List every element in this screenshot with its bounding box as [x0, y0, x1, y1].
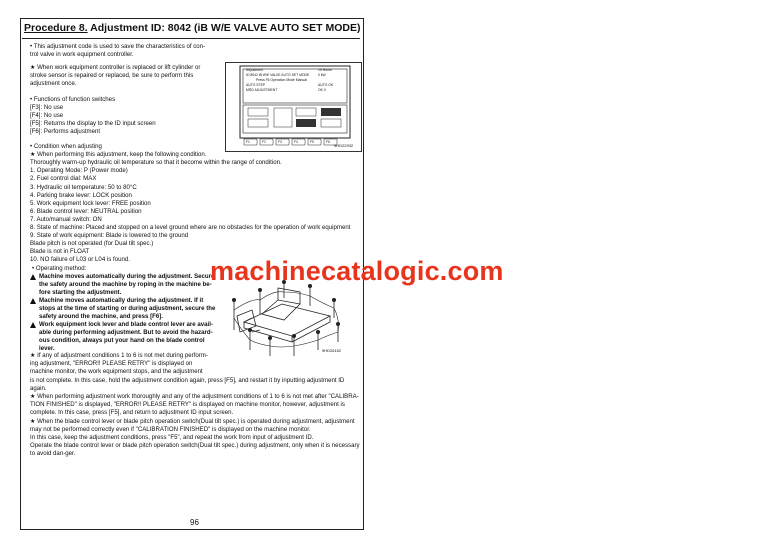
condition-line: Thoroughly warm-up hydraulic oil temperature so that it become within the range of condition. [30, 159, 282, 167]
page-number: 96 [190, 518, 199, 527]
procedure-label: Procedure 8. [24, 22, 88, 34]
monitor-line-2-right: 0 kW [318, 73, 326, 77]
monitor-line-1-right: 15 Hours [318, 68, 332, 72]
monitor-key-f4: F4 [294, 140, 298, 144]
warning-triangle-icon [30, 322, 36, 328]
condition-line: 2. Fuel control dial: MAX [30, 175, 97, 183]
note-after-line: ★ If any of adjustment conditions 1 to 6 is not met during perform- [30, 352, 208, 359]
monitor-figure-code: 9HD22932 [334, 143, 354, 148]
note-after-line: is not complete. In this case, hold the adjustment condition again, press [F5], and restart it by inputting adjustment ID [30, 376, 345, 384]
method-heading: • Operating method: [32, 265, 87, 272]
warning-triangle-icon [30, 298, 36, 304]
condition-line: 5. Work equipment lock lever: FREE position [30, 199, 151, 207]
function-line: [F6]: Performs adjustment [30, 128, 101, 135]
warning-line: Machine moves automatically during the adjustment. Secure [39, 273, 215, 280]
note-after-line: ing adjustment, "ERROR!! PLEASE RETRY" is displayed on [30, 360, 193, 368]
condition-line: 9. State of work equipment: Blade is lowered to the ground [30, 232, 189, 240]
function-line: [F4]: No use [30, 112, 64, 119]
note-after-line: may not be performed correctly even if "CALIBRATION FINISHED" is displayed on the machine monitor. [30, 425, 311, 433]
function-line: [F3]: No use [30, 104, 64, 111]
warning-line: able during performing adjustment. But to avoid the hazard- [39, 329, 213, 336]
note-line: adjustment once. [30, 80, 77, 87]
note-line: ★ When work equipment controller is replaced or lift cylinder or [30, 64, 201, 71]
warning-line: Work equipment lock lever and blade control lever are avail- [39, 321, 213, 328]
note-after-line: ★ When performing adjustment work thoroughly and any of the adjustment conditions of 1 to 6 is not met after "CALIBRA- [30, 393, 359, 400]
monitor-line-3: Press F6 Operation Mode Manual [256, 78, 307, 82]
monitor-key-f5: F5 [310, 140, 314, 144]
note-after-line: ★ When the blade control lever or blade pitch operation switch(Dual tilt spec.) is operated during adjustment, adjustment [30, 417, 355, 425]
note-after-line: again. [30, 384, 47, 392]
note-after-line: Operate the blade control lever or blade pitch operation switch(Dual tilt spec.) during adjustment, only when it is necessary [30, 442, 360, 450]
monitor-line-5-right: OK 0 [318, 88, 326, 92]
procedure-title: Adjustment ID: 8042 (iB W/E VALVE AUTO SET MODE) [87, 22, 361, 34]
note-after-line: In this case, keep the adjustment conditions, press "F5", and repeat the work from input of adjustment ID. [30, 434, 314, 441]
monitor-figure [225, 62, 362, 152]
warning-triangle-icon [30, 274, 36, 280]
condition-line: 10. NO failure of L03 or L04 is found. [30, 256, 130, 264]
note-after-line: TION FINISHED" is displayed, "ERROR!! PLEASE RETRY" is displayed on machine monitor, however, adjustment is [30, 401, 345, 409]
function-line: [F5]: Returns the display to the ID input screen [30, 120, 156, 127]
condition-line: ★ When performing this adjustment, keep the following condition. [30, 151, 207, 159]
intro-line: trol valve in work equipment controller. [30, 51, 134, 58]
monitor-key-f2: F2 [262, 140, 266, 144]
note-after-line: to avoid dan-ger. [30, 450, 76, 458]
warning-line: stops at the time of starting or during adjustment, secure the [39, 305, 216, 312]
condition-line: 3. Hydraulic oil temperature: 50 to 80°C [30, 183, 137, 191]
function-line: • Functions of function switches [30, 96, 116, 103]
condition-line: 4. Parking brake lever: LOCK position [30, 191, 132, 199]
warning-line: Machine moves automatically during the adjustment. If it [39, 297, 204, 304]
warning-line: ous condition, always put your hand on the blade control [39, 337, 205, 344]
title-divider [22, 38, 360, 39]
page-title [24, 22, 360, 34]
warning-line: the safety around the machine by roping in the machine be- [39, 281, 212, 288]
monitor-key-f1: F1 [246, 140, 250, 144]
condition-line: Blade is not in FLOAT [30, 248, 90, 256]
warning-line: lever. [39, 345, 55, 352]
warning-line: safety around the machine, and press [F6]. [39, 313, 163, 320]
warning-line: fore starting the adjustment. [39, 289, 122, 296]
monitor-line-4: AUTO STEP [246, 83, 266, 87]
condition-line: Blade pitch is not operated (for Dual tilt spec.) [30, 240, 154, 248]
watermark-text: machinecatalogic.com [210, 256, 504, 286]
dozer-figure-code: 9HD26152 [322, 348, 342, 353]
monitor-key-f6: F6 [326, 140, 330, 144]
condition-line: • Condition when adjusting [30, 143, 102, 150]
monitor-key-f3: F3 [278, 140, 282, 144]
note-after-line: complete. In this case, press [F5], and return to adjustment ID input screen. [30, 409, 234, 417]
monitor-line-5: MRD ADJUSTMENT [246, 88, 278, 92]
intro-line: • This adjustment code is used to save the characteristics of con- [30, 43, 206, 50]
monitor-line-1: Adjustment [246, 68, 263, 72]
note-line: stroke sensor is repaired or replaced, be sure to perform this [30, 72, 194, 79]
condition-line: 1. Operating Mode: P (Power mode) [30, 167, 128, 175]
monitor-line-2: ID 8042 iB W/E VALVE AUTO SET MODE [246, 73, 310, 77]
condition-line: 6. Blade control lever: NEUTRAL position [30, 207, 142, 215]
condition-line: 7. Auto/manual switch: ON [30, 215, 102, 223]
condition-line: 8. State of machine: Placed and stopped on a level ground where are no obstacles for the operation of work equipment [30, 224, 351, 231]
monitor-line-4-right: AUTO OK [318, 83, 334, 87]
note-after-line: machine monitor, the work equipment stops, and the adjustment [30, 368, 203, 376]
